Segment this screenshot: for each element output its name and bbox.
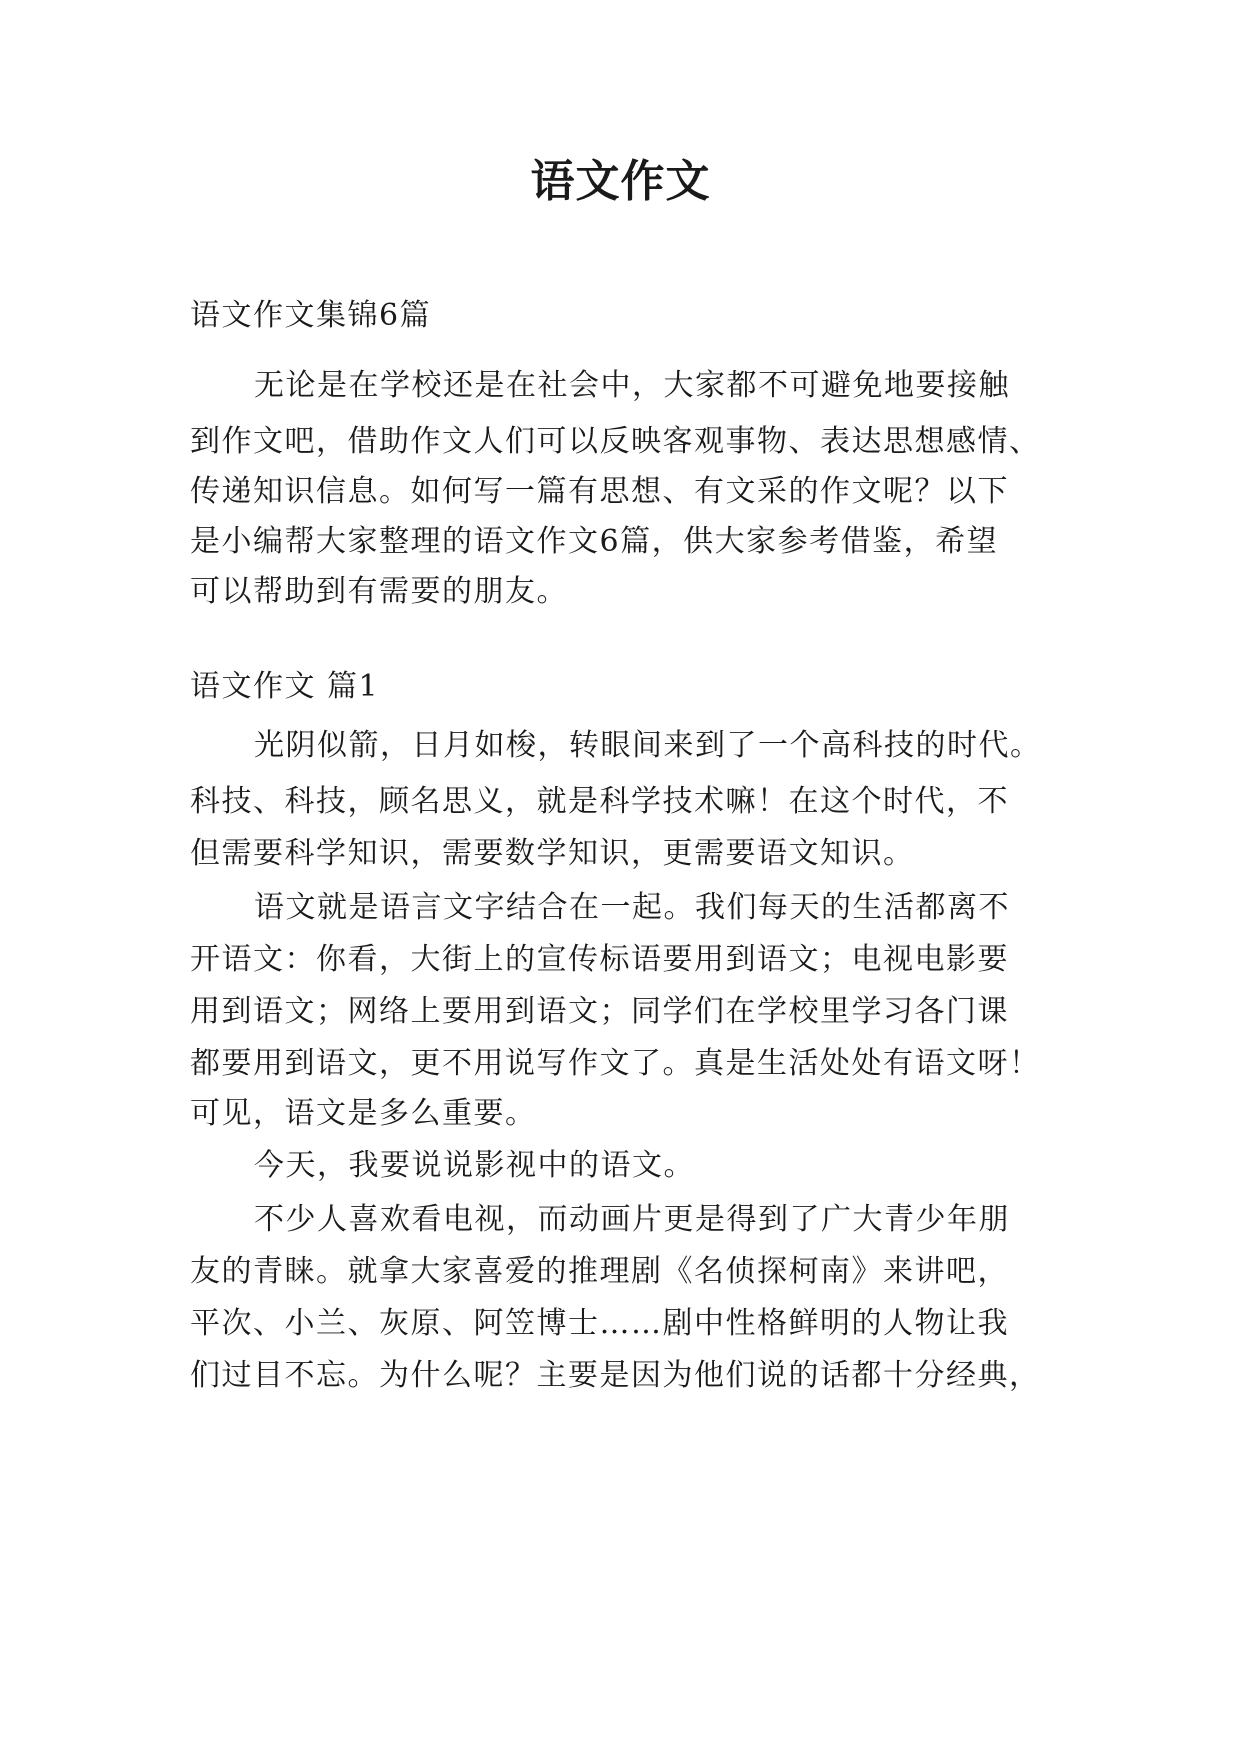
body-line: 都要用到语文，更不用说写作文了。真是生活处处有语文呀！: [190, 1046, 1041, 1081]
intro-line: 是小编帮大家整理的语文作文6篇，供大家参考借鉴，希望: [190, 524, 999, 559]
body-line: 光阴似箭，日月如梭，转眼间来到了一个高科技的时代。: [254, 728, 1042, 763]
collection-subtitle: 语文作文集锦6篇: [190, 298, 432, 333]
body-line: 但需要科学知识，需要数学知识，更需要语文知识。: [190, 836, 915, 871]
body-line: 可见，语文是多么重要。: [190, 1096, 537, 1131]
body-line: 开语文：你看，大街上的宣传标语要用到语文；电视电影要: [190, 942, 1009, 977]
document-title: 语文作文: [530, 156, 711, 207]
body-line: 平次、小兰、灰原、阿笠博士……剧中性格鲜明的人物让我: [190, 1306, 1009, 1341]
body-line: 今天，我要说说影视中的语文。: [254, 1148, 695, 1183]
intro-line: 到作文吧，借助作文人们可以反映客观事物、表达思想感情、: [190, 424, 1041, 459]
intro-line: 无论是在学校还是在社会中，大家都不可避免地要接触: [254, 368, 1010, 403]
intro-line: 可以帮助到有需要的朋友。: [190, 574, 568, 609]
body-line: 语文就是语言文字结合在一起。我们每天的生活都离不: [254, 890, 1010, 925]
body-line: 用到语文；网络上要用到语文；同学们在学校里学习各门课: [190, 994, 1009, 1029]
body-line: 友的青睐。就拿大家喜爱的推理剧《名侦探柯南》来讲吧，: [190, 1254, 1009, 1289]
intro-line: 传递知识信息。如何写一篇有思想、有文采的作文呢？以下: [190, 474, 1009, 509]
body-line: 们过目不忘。为什么呢？主要是因为他们说的话都十分经典，: [190, 1358, 1041, 1393]
body-line: 不少人喜欢看电视，而动画片更是得到了广大青少年朋: [254, 1202, 1010, 1237]
body-line: 科技、科技，顾名思义，就是科学技术嘛！在这个时代，不: [190, 784, 1009, 819]
section-heading: 语文作文 篇1: [190, 669, 380, 704]
